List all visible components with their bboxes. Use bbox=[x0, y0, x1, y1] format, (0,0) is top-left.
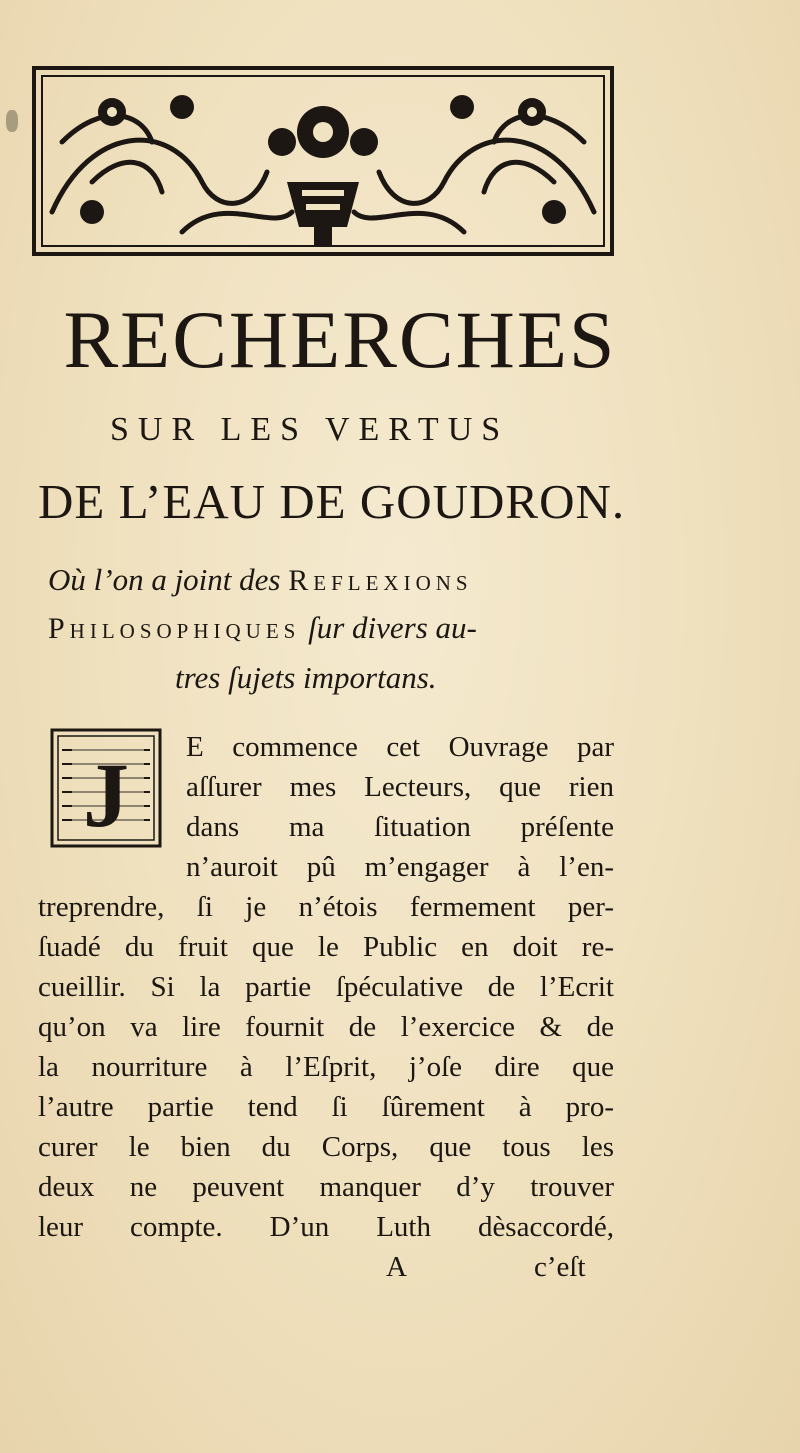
title-main: RECHERCHES bbox=[63, 294, 617, 385]
body-line: aſſurer mes Lecteurs, que rien bbox=[186, 771, 614, 803]
subtitle-line-2 bbox=[48, 608, 477, 649]
body-line: deux ne peuvent manquer d’y trouver bbox=[38, 1171, 614, 1203]
body-line: qu’on va lire fournit de l’exercice & de bbox=[38, 1011, 614, 1043]
catchword: c’eſt bbox=[534, 1251, 586, 1283]
body-line: cueillir. Si la partie ſpéculative de l’Ecrit bbox=[38, 971, 614, 1003]
drop-capital bbox=[50, 728, 162, 848]
ornamental-headpiece bbox=[32, 62, 614, 260]
body-line: E commence cet Ouvrage par bbox=[186, 731, 614, 763]
body-line: leur compte. D’un Luth dèsaccordé, bbox=[38, 1211, 614, 1243]
subtitle-line-3: tres ſujets importans. bbox=[175, 660, 437, 695]
subtitle-italic-1: Où l’on a joint des bbox=[48, 562, 281, 597]
drop-capital-letter: J bbox=[83, 744, 129, 846]
subtitle-caps-2: Philosophiques bbox=[48, 612, 301, 645]
body-line: ſuadé du fruit que le Public en doit re- bbox=[38, 931, 614, 963]
body-line: la nourriture à l’Eſprit, j’oſe dire que bbox=[38, 1051, 614, 1083]
body-line: treprendre, ſi je n’étois fermement per- bbox=[38, 891, 614, 923]
signature-mark: A bbox=[386, 1251, 407, 1283]
title-sub: SUR LES VERTUS bbox=[110, 411, 510, 448]
subtitle-line-1 bbox=[48, 560, 473, 601]
subtitle-italic-2: ſur divers au- bbox=[308, 610, 477, 645]
body-line: l’autre partie tend ſi ſûrement à pro- bbox=[38, 1091, 614, 1123]
paper-stain bbox=[6, 110, 18, 132]
body-line: dans ma ſituation préſente bbox=[186, 811, 614, 843]
body-line: curer le bien du Corps, que tous les bbox=[38, 1131, 614, 1163]
body-line: n’auroit pû m’engager à l’en- bbox=[186, 851, 614, 883]
title-third: DE L’EAU DE GOUDRON. bbox=[38, 474, 626, 529]
subtitle-caps-1: Reflexions bbox=[288, 564, 473, 597]
